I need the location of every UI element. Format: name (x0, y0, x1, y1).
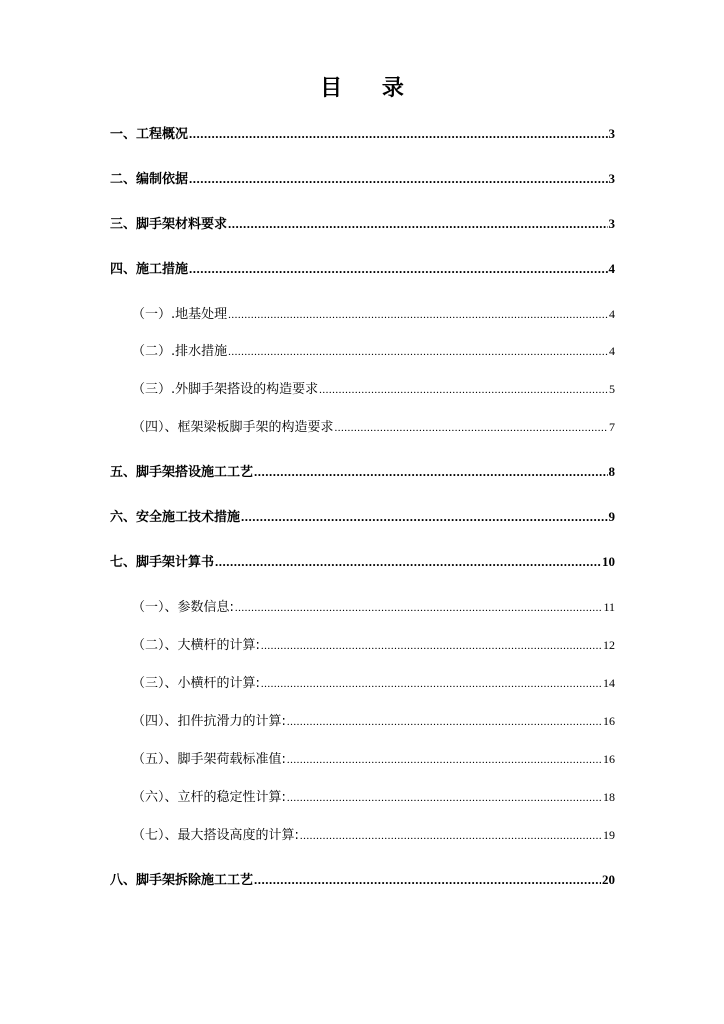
toc-entry-label: （三）、小横杆的计算: (132, 676, 260, 691)
toc-entry-page: 16 (603, 752, 615, 766)
toc-entry-label: （一）、参数信息: (132, 600, 234, 615)
dot-leader (335, 418, 608, 438)
toc-entry-label: 二、编制依据 (110, 172, 189, 187)
toc-entry-label: （四）、框架梁板脚手架的构造要求 (132, 420, 334, 435)
toc-entry-label: （四）、扣件抗滑力的计算: (132, 714, 286, 729)
toc-entry-page: 20 (602, 872, 615, 887)
dot-leader (189, 259, 607, 279)
toc-entry[interactable] (110, 259, 615, 279)
toc-entry-label: （六）、立杆的稳定性计算: (132, 790, 286, 805)
toc-entry-label: （二）、大横杆的计算: (132, 638, 260, 653)
dot-leader (228, 342, 608, 362)
toc-entry[interactable] (132, 635, 615, 655)
toc-entry[interactable] (132, 825, 615, 845)
toc-entry-page: 5 (609, 382, 615, 396)
toc-entry-page: 3 (608, 216, 615, 231)
dot-leader (228, 214, 607, 234)
dot-leader (319, 380, 608, 400)
toc-entry[interactable] (110, 124, 615, 144)
toc-entry-label: 一、工程概况 (110, 127, 189, 142)
toc-entry[interactable] (132, 673, 615, 693)
dot-leader (235, 598, 603, 618)
toc-entry[interactable] (110, 870, 615, 890)
dot-leader (241, 507, 607, 527)
toc-entry[interactable] (110, 169, 615, 189)
toc-entry-page: 11 (603, 600, 615, 614)
dot-leader (300, 826, 602, 846)
toc-entry-page: 12 (603, 638, 615, 652)
toc-entry[interactable] (132, 711, 615, 731)
toc-entry-page: 4 (609, 307, 615, 321)
toc-entry-page: 16 (603, 714, 615, 728)
toc-entry-page: 4 (608, 261, 615, 276)
toc-entry-label: （三）.外脚手架搭设的构造要求 (132, 382, 319, 397)
dot-leader (287, 712, 602, 732)
dot-leader (287, 788, 602, 808)
dot-leader (287, 750, 602, 770)
toc-entry-label: （七）、最大搭设高度的计算: (132, 828, 299, 843)
toc-entry-label: 四、施工措施 (110, 262, 189, 277)
toc-entry[interactable] (110, 507, 615, 527)
dot-leader (189, 169, 607, 189)
toc-entry[interactable] (132, 417, 615, 437)
toc-entry-label: （五）、脚手架荷载标准值: (132, 752, 286, 767)
toc-entry-page: 3 (608, 126, 615, 141)
dot-leader (189, 124, 607, 144)
toc-entry-page: 4 (609, 344, 615, 358)
toc-entry-label: 六、安全施工技术措施 (110, 510, 241, 525)
dot-leader (254, 462, 607, 482)
toc-entry-page: 10 (602, 554, 615, 569)
toc-entry[interactable] (132, 749, 615, 769)
toc-title: 目 录 (320, 76, 420, 101)
toc-entry-label: 三、脚手架材料要求 (110, 217, 228, 232)
toc-entry-label: 七、脚手架计算书 (110, 555, 215, 570)
toc-entry[interactable] (110, 214, 615, 234)
toc-entry-page: 3 (608, 171, 615, 186)
toc-entry[interactable] (132, 787, 615, 807)
toc-entry-page: 18 (603, 790, 615, 804)
dot-leader (254, 870, 601, 890)
dot-leader (261, 674, 602, 694)
toc-entry-page: 14 (603, 676, 615, 690)
toc-entry-label: （一）.地基处理 (132, 307, 228, 322)
toc-entry[interactable] (110, 552, 615, 572)
toc-entry-page: 9 (608, 509, 615, 524)
toc-entry-label: 五、脚手架搭设施工工艺 (110, 465, 254, 480)
dot-leader (215, 552, 601, 572)
toc-entry[interactable] (132, 304, 615, 324)
dot-leader (261, 636, 602, 656)
dot-leader (228, 305, 608, 325)
toc-entry[interactable] (132, 597, 615, 617)
toc-entry-page: 19 (603, 828, 615, 842)
toc-entry[interactable] (132, 379, 615, 399)
toc-entry[interactable] (110, 462, 615, 482)
toc-entry-page: 7 (609, 420, 615, 434)
toc-entry[interactable] (132, 341, 615, 361)
toc-entry-label: （二）.排水措施 (132, 344, 228, 359)
toc-entry-page: 8 (608, 464, 615, 479)
toc-entry-label: 八、脚手架拆除施工工艺 (110, 873, 254, 888)
